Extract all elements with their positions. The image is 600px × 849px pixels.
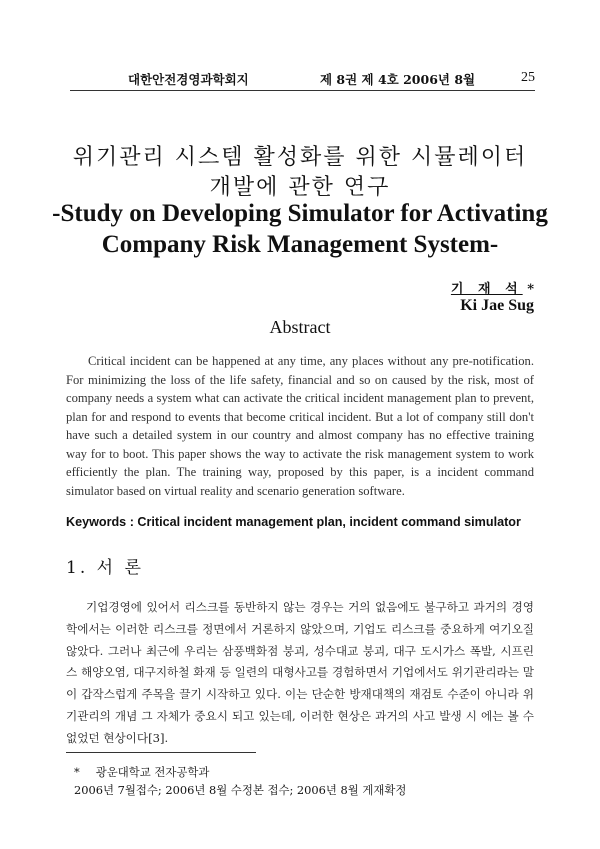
footnote-dates: 2006년 7월접수; 2006년 8월 수정본 접수; 2006년 8월 게재확정 [74, 783, 407, 797]
footnote-marker: * [74, 765, 80, 779]
affiliation-text: 광운대학교 전자공학과 [95, 765, 210, 779]
issue-info: 제 8권 제 4호 2006년 8월 [320, 72, 476, 87]
korean-title-line-1: 위기관리 시스템 활성화를 위한 시뮬레이터 [72, 145, 528, 170]
author-korean-name: 기 재 석 [450, 282, 523, 297]
abstract-text: Critical incident can be happened at any time, any places without any pre-notification. For minimizing the loss of the life safety, financial and so on caused by the risk, most of company needs a system what can activate the critical incident management plan to prevent, plan for and respond to events that become critical incident. But a lot of company still don't have such a detailed system in our country and almost company has no effective training way for to boot. This paper shows the way to activate the risk management system to work efficiently the plan. The training way, proposed by this paper, is a incident command simulator based on virtual reality and scenario generation software. [66, 354, 534, 498]
footnote-divider [66, 752, 256, 753]
journal-name: 대한안전경영과학회지 [128, 72, 249, 87]
author-marker: * [527, 282, 534, 297]
page-number: 25 [521, 70, 535, 85]
author-korean [451, 278, 534, 297]
running-header [70, 70, 535, 91]
author-english-name: Ki Jae Sug [460, 297, 534, 314]
english-title-line-1: -Study on Developing Simulator for Activating [52, 200, 548, 227]
abstract-heading: Abstract [269, 317, 331, 337]
english-title-line-2: Company Risk Management System- [101, 231, 499, 258]
keywords: Keywords : Critical incident management plan, incident command simulator [66, 515, 521, 529]
introduction-paragraph: 기업경영에 있어서 리스크를 동반하지 않는 경우는 거의 없음에도 불구하고 과거의 경영학에서는 이러한 리스크를 정면에서 거론하지 않았으며, 기업도 리스크를 중요하게 여기오질 않았다. 그러나 최근에 우리는 삼풍백화점 붕괴, 성수대교 붕괴, 대구 도시가스 폭발, 시프린스 해양오염, 대구지하철 화재 등 일련의 대형사고를 경험하면서 기업에서도 위기관리라는 말이 갑작스럽게 주목을 끌기 시작하고 있다. 이는 단순한 방재대책의 재검토 수준이 아니라 위기관리의 개념 그 자체가 중요시 되고 있는데, 이러한 현상은 과거의 사고 발생 시 에는 볼 수 없었던 현상이다[3]. [66, 600, 534, 745]
section-heading: 1. 서 론 [66, 558, 144, 578]
korean-title-line-2: 개발에 관한 연구 [209, 175, 391, 200]
footnote-affiliation [74, 764, 209, 780]
